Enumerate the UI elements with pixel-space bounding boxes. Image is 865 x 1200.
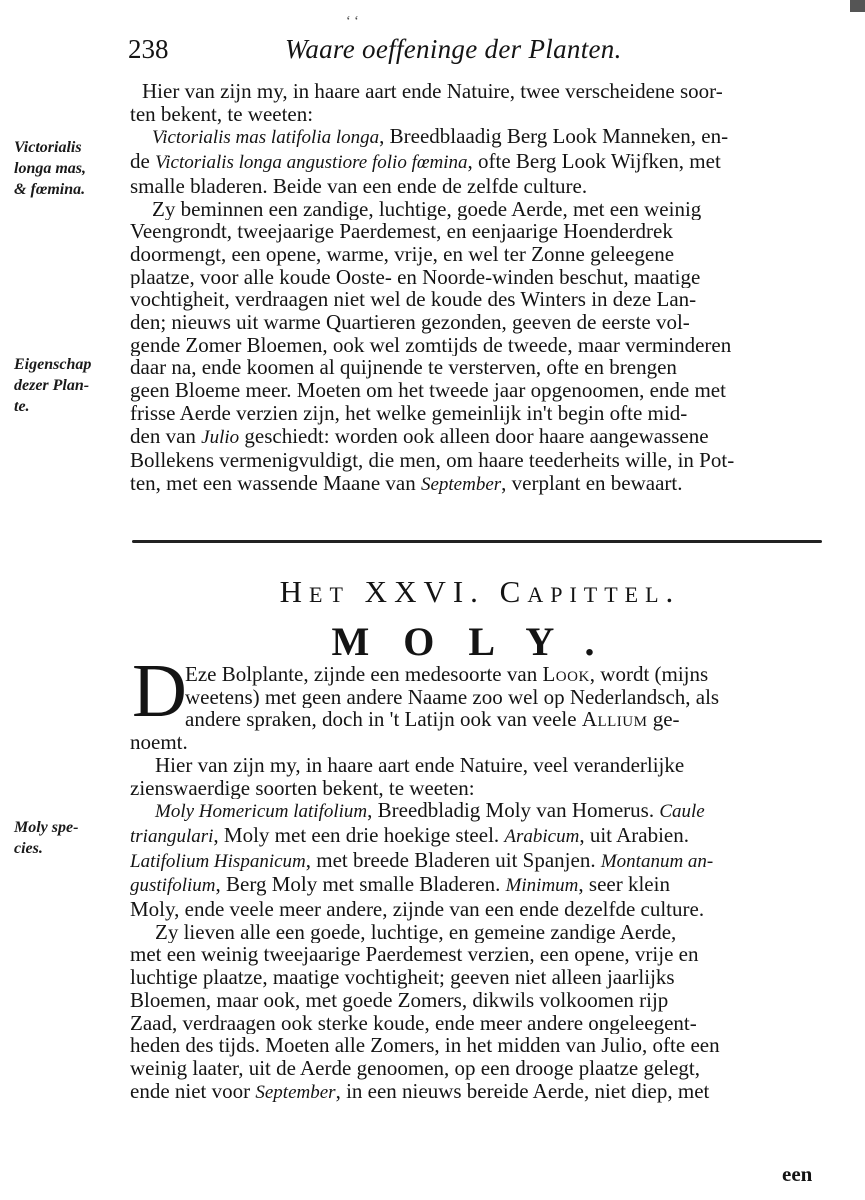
text-line: weetens) met geen andere Naame zoo wel op Nederlandsch, als bbox=[185, 685, 720, 709]
drop-cap: D bbox=[132, 649, 187, 733]
text-line: ten bekent, te weeten: bbox=[130, 102, 314, 126]
month-name: Julio bbox=[201, 426, 240, 448]
text-line: noemt. bbox=[130, 731, 188, 754]
text-line: andere spraken, doch in 't Latijn ook van veele Allium ge- bbox=[185, 708, 680, 732]
text-line: Hier van zijn my, in haare aart ende Natuire, twee verscheidene soor- bbox=[142, 80, 723, 103]
text-line: Eze Bolplante, zijnde een medesoorte van Look, wordt (mijns bbox=[185, 663, 709, 686]
margin-note-eigenschap bbox=[14, 354, 126, 417]
latin-name: gustifolium bbox=[130, 875, 216, 897]
text-line: gustifolium, Berg Moly met smalle Bladeren. Minimum, seer klein bbox=[130, 873, 670, 897]
text-line: heden des tijds. Moeten alle Zomers, in het midden van Julio, ofte een bbox=[130, 1034, 720, 1057]
latin-name: triangulari bbox=[130, 825, 214, 847]
margin-note-line: cies. bbox=[14, 840, 43, 857]
text-line: zienswaerdige soorten bekent, te weeten: bbox=[130, 776, 475, 800]
text-line: Moly Homericum latifolium, Breedbladig Moly van Homerus. Caule bbox=[155, 799, 705, 823]
text-line: den; nieuws uit warme Quartieren gezonden, geeven de eerste vol- bbox=[130, 311, 690, 334]
small-caps-word: Look bbox=[542, 663, 590, 686]
text-line: vochtigheit, verdraagen niet wel de koude des Winters in deze Lan- bbox=[130, 288, 697, 312]
text-line: met een weinig tweejaarige Paerdemest verzien, een opene, vrije en bbox=[130, 943, 699, 967]
text-line: frisse Aerde verzien zijn, het welke gemeinlijk in't begin ofte mid- bbox=[130, 401, 688, 425]
page-number: 238 bbox=[128, 34, 169, 64]
margin-note-line: Moly spe- bbox=[14, 819, 79, 836]
text-line: triangulari, Moly met een drie hoekige steel. Arabicum, uit Arabien. bbox=[130, 823, 689, 847]
text-line: Zaad, verdraagen ook sterke koude, ende meer andere ongeleegent- bbox=[130, 1011, 697, 1035]
text-line: geen Bloeme meer. Moeten om het tweede jaar opgenoomen, ende met bbox=[130, 379, 726, 402]
plant-title: MOLY. bbox=[331, 619, 629, 664]
text-line: den van Julio geschiedt: worden ook alleen door haare aangewassene bbox=[130, 424, 709, 448]
latin-name: Caule bbox=[659, 801, 705, 823]
margin-note-line: dezer Plan- bbox=[14, 377, 90, 394]
text-line: Victorialis mas latifolia longa, Breedblaadig Berg Look Manneken, en- bbox=[152, 125, 729, 149]
latin-name: Minimum bbox=[505, 875, 579, 897]
text-line: Zy lieven alle een goede, luchtige, en gemeine zandige Aerde, bbox=[155, 920, 677, 944]
margin-note-line: Eigenschap bbox=[14, 356, 92, 373]
text-line: Bloemen, maar ook, met goede Zomers, dikwils volkoomen rijp bbox=[130, 988, 669, 1012]
top-ink-mark: ‘ ‘ bbox=[346, 14, 359, 29]
text-line: ende niet voor September, in een nieuws bereide Aerde, niet diep, met bbox=[130, 1079, 710, 1103]
margin-note-moly-species bbox=[14, 817, 126, 859]
latin-name: Arabicum bbox=[504, 825, 580, 847]
latin-name: Victorialis mas latifolia longa bbox=[152, 127, 380, 149]
text-line: doormengt, een opene, warme, vrije, en wel ter Zonne geleegene bbox=[130, 242, 675, 266]
running-title: Waare oeffeninge der Planten. bbox=[285, 34, 622, 64]
text-line: gende Zomer Bloemen, ook wel zomtijds de tweede, maar verminderen bbox=[130, 333, 732, 357]
text-line: Moly, ende veele meer andere, zijnde van een ende dezelfde culture. bbox=[130, 898, 705, 921]
text-line: de Victorialis longa angustiore folio fœmina, ofte Berg Look Wijfken, met bbox=[130, 150, 721, 174]
catchword: een bbox=[782, 1162, 813, 1186]
text-line: weinig laater, uit de Aerde genoomen, op een drooge plaatze gelegt, bbox=[130, 1056, 701, 1080]
margin-note-line: longa mas, bbox=[14, 160, 87, 177]
section-divider-rule bbox=[132, 540, 822, 543]
month-name: September bbox=[420, 473, 502, 495]
margin-note-victorialis bbox=[14, 137, 126, 200]
latin-name: Montanum an- bbox=[600, 850, 714, 872]
text-line: plaatze, voor alle koude Ooste- en Noorde-winden beschut, maatige bbox=[130, 265, 701, 289]
page-header bbox=[120, 34, 820, 74]
margin-note-line: & fœmina. bbox=[14, 181, 86, 198]
text-line: Bollekens vermenigvuldigt, die men, om haare teederheits wille, in Pot- bbox=[130, 449, 735, 472]
small-caps-word: Allium bbox=[581, 708, 648, 732]
text-line: Latifolium Hispanicum, met breede Bladeren uit Spanjen. Montanum an- bbox=[130, 848, 714, 872]
month-name: September bbox=[255, 1081, 336, 1103]
text-line: daar na, ende koomen al quijnende te versterven, ofte en brengen bbox=[130, 356, 677, 380]
text-line: Zy beminnen een zandige, luchtige, goede Aerde, met een weinig bbox=[152, 197, 702, 221]
latin-name: Moly Homericum latifolium bbox=[155, 801, 368, 823]
text-line: Hier van zijn my, in haare aart ende Natuire, veel veranderlijke bbox=[155, 753, 685, 777]
text-line: smalle bladeren. Beide van een ende de zelfde culture. bbox=[130, 174, 588, 198]
section-moly-text bbox=[130, 663, 830, 1104]
latin-name: Victorialis longa angustiore folio fœmina bbox=[155, 152, 468, 174]
text-line: Veengrondt, tweejaarige Paerdemest, en eenjaarige Hoenderdrek bbox=[130, 220, 673, 243]
margin-note-line: te. bbox=[14, 398, 30, 415]
latin-name: Latifolium Hispanicum bbox=[130, 850, 306, 872]
section-victorialis-text bbox=[130, 80, 830, 497]
chapter-heading: Het XXVI. Capittel. bbox=[279, 574, 681, 609]
text-line: ten, met een wassende Maane van September, verplant en bewaart. bbox=[130, 471, 683, 495]
margin-note-line: Victorialis bbox=[14, 139, 82, 156]
corner-scan-mark bbox=[850, 0, 865, 12]
text-line: luchtige plaatze, maatige vochtigheit; geeven niet alleen jaarlijks bbox=[130, 966, 675, 989]
